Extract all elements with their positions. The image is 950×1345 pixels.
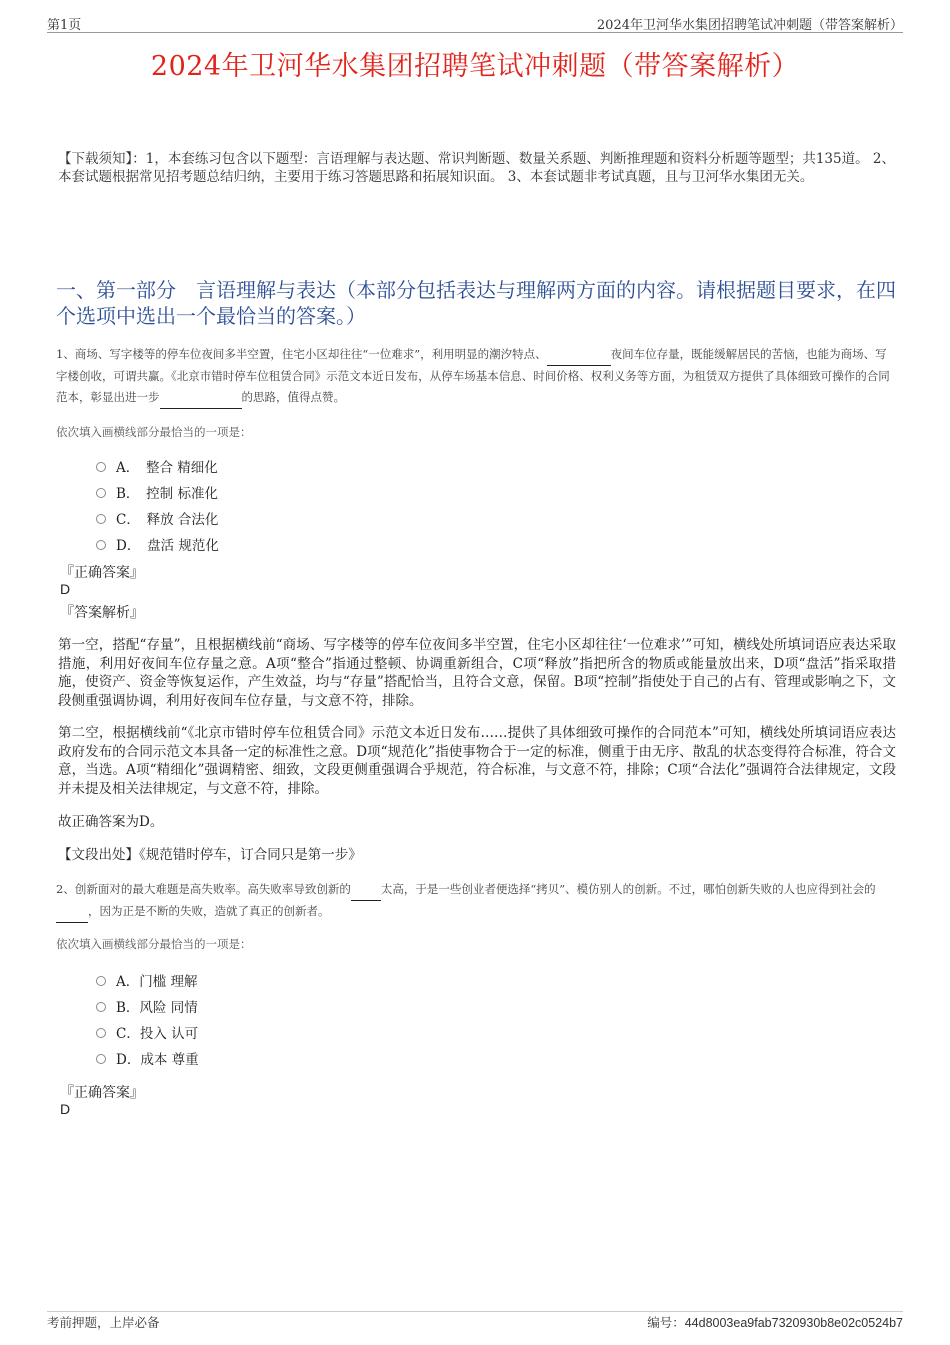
q1-option-a[interactable] <box>96 456 218 476</box>
page-number: 第1页 <box>47 18 82 33</box>
radio-icon[interactable] <box>96 976 106 986</box>
question-1-stem <box>56 344 898 409</box>
radio-icon[interactable] <box>96 488 106 498</box>
footer-code-value: 44d8003ea9fab7320930b8e02c0524b7 <box>684 1316 903 1330</box>
footer-code-label: 编号： <box>647 1315 685 1330</box>
radio-icon[interactable] <box>96 1002 106 1012</box>
running-title: 2024年卫河华水集团招聘笔试冲刺题（带答案解析） <box>596 18 903 33</box>
option-label: A．门槛 理解 <box>116 974 198 990</box>
option-label: C． 释放 合法化 <box>116 512 219 528</box>
radio-icon[interactable] <box>96 462 106 472</box>
radio-icon[interactable] <box>96 1028 106 1038</box>
footer-code <box>647 1313 903 1331</box>
option-label: B．风险 同情 <box>116 1000 198 1016</box>
question-2-text-a: 2、创新面对的最大难题是高失败率。高失败率导致创新的 <box>56 882 351 896</box>
q2-answer-label: 『正确答案』 <box>60 1085 144 1101</box>
footer-divider <box>47 1311 903 1312</box>
q1-analysis-paragraph-1: 第一空，搭配“存量”，且根据横线前“商场、写字楼等的停车位夜间多半空置，住宅小区却往往‘一位难求’”可知，横线处所填词语应表达采取措施，利用好夜间车位存量之意。A项“整合”指通过整顿、协调重新组合，C项“释放”指把所含的物质或能量放出来，D项“盘活”指采取措施，使资产、资金等恢复运作，产生效益，均与“存量”搭配恰当，且符合文意，保留。B项“控制”指使处于自己的占有、管理或影响之下，文段侧重强调协调，利用好夜间车位存量，与文意不符，排除。 <box>58 637 896 709</box>
q2-option-c[interactable] <box>96 1022 198 1042</box>
question-2-text-b: 太高，于是一些创业者便选择“拷贝”、模仿别人的创新。不过，哪怕创新失败的人也应得到社会的 <box>380 882 876 896</box>
download-notice: 【下载须知】：1，本套练习包含以下题型：言语理解与表达题、常识判断题、数量关系题、判断推理题和资料分析题等题型；共135道。 2、本套试题根据常见招考题总结归纳，主要用于练习答题思路和拓展知识面。 3、本套试题非考试真题，且与卫河华水集团无关。 <box>58 151 895 185</box>
question-2-prompt: 依次填入画横线部分最恰当的一项是： <box>56 937 252 951</box>
question-1-text-b: 夜间车位存量，既能缓解居民的苦恼，也能为商场、写字楼创收，可谓共赢。《北京市错时停车位租赁合同》示范文本近日发布，从停车场基本信息、时间价格、权利义务等方面，为租赁双方提供了具体细致可操作的合同范本，彰显出进一步 <box>56 347 890 404</box>
option-label: A． 整合 精细化 <box>116 460 218 476</box>
question-1-text-c: 的思路，值得点赞。 <box>241 390 345 404</box>
q2-answer: D <box>60 1101 71 1117</box>
q1-conclusion: 故正确答案为D。 <box>58 814 164 830</box>
option-label: D．成本 尊重 <box>116 1052 199 1068</box>
q2-option-d[interactable] <box>96 1048 199 1068</box>
option-label: D． 盘活 规范化 <box>116 538 219 554</box>
radio-icon[interactable] <box>96 540 106 550</box>
header-divider <box>47 32 903 33</box>
q1-answer-label: 『正确答案』 <box>60 565 144 581</box>
option-label: B． 控制 标准化 <box>116 486 218 502</box>
document-title: 2024年卫河华水集团招聘笔试冲刺题（带答案解析） <box>150 51 800 82</box>
option-label: C．投入 认可 <box>116 1026 199 1042</box>
q1-option-b[interactable] <box>96 482 218 502</box>
q1-option-d[interactable] <box>96 534 219 554</box>
section-heading: 一、第一部分 言语理解与表达（本部分包括表达与理解两方面的内容。请根据题目要求，在四个选项中选出一个最恰当的答案。） <box>56 278 896 328</box>
q2-option-a[interactable] <box>96 970 198 990</box>
blank-1 <box>547 344 611 366</box>
blank-2 <box>56 901 88 923</box>
question-1-text-a: 1、商场、写字楼等的停车位夜间多半空置，住宅小区却往往“一位难求”，利用明显的潮汐特点、 <box>56 347 547 361</box>
q1-option-c[interactable] <box>96 508 218 528</box>
blank-1 <box>351 879 381 901</box>
radio-icon[interactable] <box>96 1054 106 1064</box>
question-2-text-c: ，因为正是不断的失败，造就了真正的创新者。 <box>88 904 330 918</box>
radio-icon[interactable] <box>96 514 106 524</box>
question-2-stem <box>56 879 898 923</box>
q1-answer: D <box>60 581 71 597</box>
question-1-prompt: 依次填入画横线部分最恰当的一项是： <box>56 425 252 439</box>
q1-analysis-label: 『答案解析』 <box>60 605 144 621</box>
q1-source: 【文段出处】《规范错时停车，订合同只是第一步》 <box>58 847 362 863</box>
blank-2 <box>160 387 242 409</box>
q2-option-b[interactable] <box>96 996 198 1016</box>
q1-analysis-paragraph-2: 第二空，根据横线前“《北京市错时停车位租赁合同》示范文本近日发布……提供了具体细致可操作的合同范本”可知，横线处所填词语应表达政府发布的合同示范文本具备一定的标准性之意。D项“规范化”指使事物合于一定的标准，侧重于由无序、散乱的状态变得符合标准，符合文意，当选。A项“精细化”强调精密、细致，文段更侧重强调合乎规范，符合标准，与文意不符，排除；C项“合法化”强调符合法律规定，文段并未提及相关法律规定，与文意不符，排除。 <box>58 725 896 797</box>
footer-slogan: 考前押题，上岸必备 <box>47 1315 160 1330</box>
